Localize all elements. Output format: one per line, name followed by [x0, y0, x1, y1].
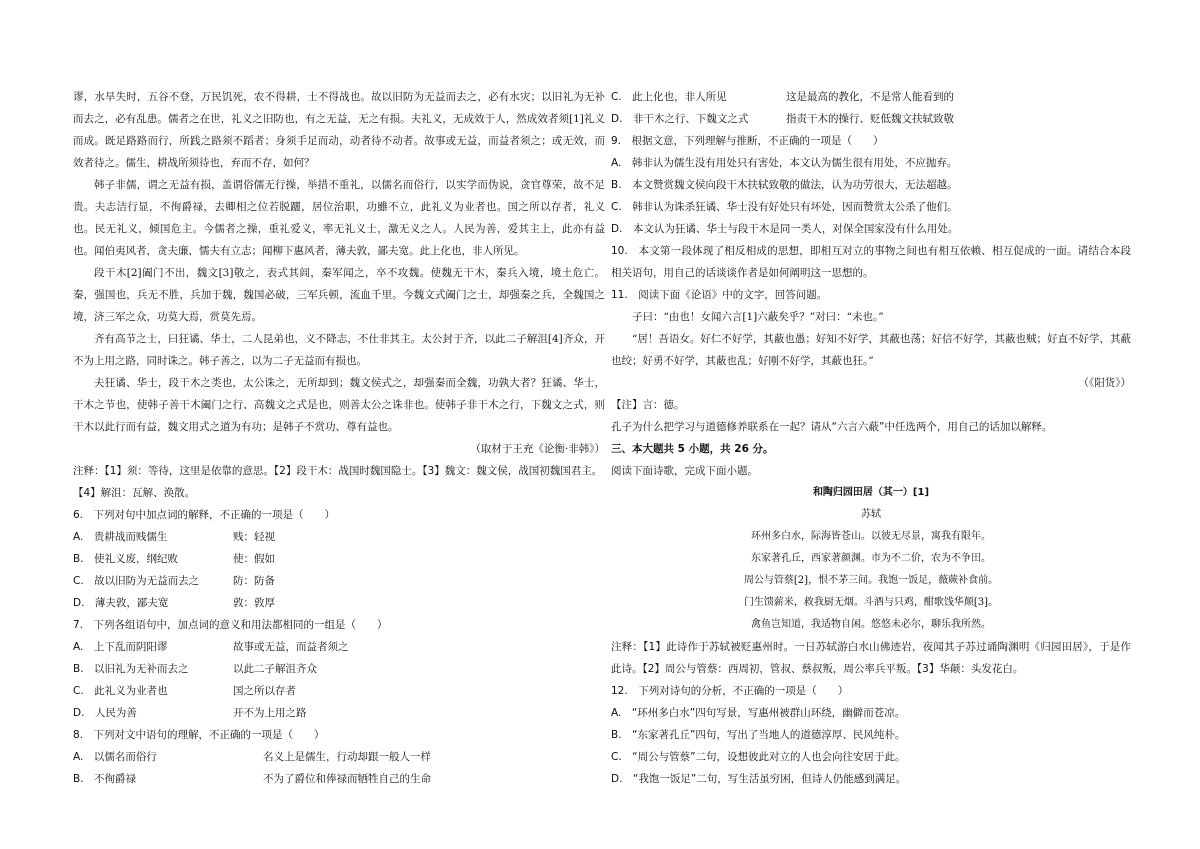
passage-paragraph-1: 谬，水旱失时，五谷不登，万民饥死，农不得耕，士不得战也。故以旧防为无益而去之，必有水灾；以旧礼为无补而去之，必有乱患。儒者之在世，礼义之旧防也，有之无益，无之有损。夫礼义，无成效于人，然成效者须[1]礼义而成。既足路路而行，所践之路须不蹈者；身须手足而动，动者待不动者。故事或无益，而益者须之；或无效，而效者待之。儒生，耕战所须待也，弃而不存，如何？: [73, 91, 605, 169]
analects-line-2: “居！吾语女。好仁不好学，其蔽也愚；好知不好学，其蔽也荡；好信不好学，其蔽也贼；好直不好学，其蔽也绞；好勇不好学，其蔽也乱；好刚不好学，其蔽也狂。”: [611, 333, 1131, 367]
section-3-heading: 三、本大题共 5 小题，共 26 分。: [611, 443, 774, 455]
poem-notes: 注释：【1】此诗作于苏轼被贬惠州时。一日苏轼游白水山佛迹岩，夜闻其子苏过诵陶渊明《归园田居》，于是作此诗。【2】周公与管蔡：西周初，管叔、蔡叔叛，周公率兵平叛。【3】华颠：头发花白。: [611, 641, 1131, 675]
question-8: 8. 下列对文中语句的理解，不正确的一项是（ ）: [73, 729, 325, 741]
q12-option-a: A. “环州多白水”四句写景，写惠州被群山环绕，幽僻而苍凉。: [611, 707, 906, 719]
q7-option-b: B. 以旧礼为无补而去之 以此二子解沮齐众: [73, 663, 317, 675]
passage-paragraph-2: 韩子非儒，谓之无益有损，盖谓俗儒无行操，举措不重礼，以儒名而俗行，以实学而伪说，贪官尊荣，故不足贵。夫志洁行显，不徇爵禄，去卿相之位若脱躧，居位治职，功雖不立，此礼义为业者也。国之所以存者，礼义也。民无礼义，倾国危主。今儒者之操，重礼爱义，率无礼义士，激无义之人。人民为善，爱其主上，此亦有益也。闻伯夷风者，贪夫廉，懦夫有立志；闻柳下惠风者，薄夫敦，鄙夫宽。此上化也，非人所见。: [73, 179, 605, 257]
q6-option-c: C. 故以旧防为无益而去之 防：防备: [73, 575, 275, 587]
poem-line-5: 禽鱼岂知道，我适物自闲。悠悠未必尔，聊乐我所然。: [751, 619, 991, 630]
q9-option-c: C. 韩非认为诛杀狂谲、华士没有好处只有坏处，因而赞赏太公杀了他们。: [611, 201, 958, 213]
q7-option-d: D. 人民为善 开不为上用之路: [73, 707, 307, 719]
question-10: 10. 本文第一段体现了相反相成的思想，即相互对立的事物之间也有相互依赖、相互促成的一面。请结合本段相关语句，用自己的话谈谈作者是如何阐明这一思想的。: [611, 245, 1131, 279]
question-11: 11. 阅读下面《论语》中的文字，回答问题。: [611, 289, 828, 301]
poem-intro: 阅读下面诗歌，完成下面小题。: [611, 465, 758, 477]
question-6: 6. 下列对句中加点词的解释，不正确的一项是（ ）: [73, 509, 336, 521]
q7-option-c: C. 此礼义为业者也 国之所以存者: [73, 685, 296, 697]
passage-paragraph-3: 段干木[2]阖门不出，魏文[3]敬之，表式其闾，秦军闻之，卒不攻魏。使魏无干木，秦兵入境，境土危亡。秦，强国也，兵无不胜，兵加于魏，魏国必破，三军兵顿，流血千里。今魏文式阖门之士，却强秦之兵，全魏国之境，济三军之众，功莫大焉，赏莫先焉。: [73, 267, 605, 323]
q6-option-d: D. 薄夫敦，鄙夫宽 敦：敦厚: [73, 597, 275, 609]
question-7: 7. 下列各组语句中，加点词的意义和用法都相同的一组是（ ）: [73, 619, 388, 631]
q8-option-c: C. 此上化也，非人所见 这是最高的教化，不是常人能看到的: [611, 91, 954, 103]
poem-author: 苏轼: [861, 509, 881, 520]
q6-option-b: B. 使礼义废，纲纪败 使：假如: [73, 553, 275, 565]
question-9: 9. 根据文意，下列理解与推断，不正确的一项是（ ）: [611, 135, 884, 147]
q6-option-a: A. 贵耕战而贱儒生 贱：轻视: [73, 531, 275, 543]
poem-line-2: 东家著孔丘，西家著颜渊。市为不二价，农为不争田。: [751, 553, 991, 564]
question-11-prompt: 孔子为什么把学习与道德修养联系在一起？请从“六言六蔽”中任选两个，用自己的话加以解释。: [611, 421, 1053, 433]
q9-option-d: D. 本文认为狂谲、华士与段干木是同一类人，对保全国家没有什么用处。: [611, 223, 959, 235]
left-column: [73, 86, 605, 790]
passage-paragraph-4: 齐有高节之士，曰狂谲、华士，二人昆弟也，义不降志，不仕非其主。太公封于齐，以此二子解沮[4]齐众，开不为上用之路，同时诛之。韩子善之，以为二子无益而有损也。: [73, 333, 605, 367]
q8-option-b: B. 不徇爵禄 不为了爵位和俸禄而牺牲自己的生命: [73, 773, 431, 785]
passage-notes-cont: 【4】解沮：瓦解、涣散。: [73, 487, 196, 499]
passage-notes: 注释：【1】须：等待，这里是依靠的意思。【2】段干木：战国时魏国隐士。【3】魏文：魏文侯，战国初魏国君主。: [73, 465, 603, 477]
passage-source: （取材于王充《论衡·非韩》）: [470, 443, 605, 455]
q7-option-a: A. 上下乱而阴阳谬 故事或无益，而益者须之: [73, 641, 349, 653]
analects-source: （《阳货》）: [1078, 377, 1131, 389]
right-column: [611, 86, 1131, 790]
poem-title: 和陶归园田居（其一）[1]: [812, 487, 930, 498]
analects-note: 【注】言：德。: [611, 399, 685, 411]
q9-option-b: B. 本文赞赏魏文侯向段干木扶轼致敬的做法，认为功劳很大，无法超越。: [611, 179, 958, 191]
q12-option-b: B. “东家著孔丘”四句，写出了当地人的道德淳厚、民风纯朴。: [611, 729, 906, 741]
q9-option-a: A. 韩非认为儒生没有用处只有害处，本文认为儒生很有用处，不应抛弃。: [611, 157, 958, 169]
q12-option-c: C. “周公与管蔡”二句，设想彼此对立的人也会向往安居于此。: [611, 751, 906, 763]
question-12: 12. 下列对诗句的分析，不正确的一项是（ ）: [611, 685, 849, 697]
q8-option-a: A. 以儒名而俗行 名义上是儒生，行动却跟一般人一样: [73, 751, 431, 763]
analects-line-1: 子曰：“由也！女闻六言[1]六蔽矣乎？”对曰：“未也。”: [632, 311, 884, 323]
poem-line-1: 环州多白水，际海皆苍山。以彼无尽景，寓我有限年。: [751, 531, 991, 542]
q12-option-d: D. “我饱一饭足”二句，写生活虽穷困，但诗人仍能感到满足。: [611, 773, 907, 785]
poem-line-4: 门生馈薪米，救我厨无烟。斗酒与只鸡，酣歌饯华颠[3]。: [743, 597, 999, 608]
poem-line-3: 周公与管蔡[2]，恨不茅三间。我饱一饭足，薇蕨补食前。: [743, 575, 999, 586]
passage-paragraph-5: 夫狂谲、华士，段干木之类也，太公诛之，无所却到；魏文侯式之，却强秦而全魏，功孰大者？狂谲、华士，干木之节也，使韩子善干木阖门之行、高魏文之式是也，则善太公之诛非也。使韩子非干木之行，下魏文之式，则干木以此行而有益，魏文用式之道为有功；是韩子不赏功、尊有益也。: [73, 377, 605, 433]
q8-option-d: D. 非干木之行、下魏文之式 指责干木的操行、贬低魏文扶轼致敬: [611, 113, 954, 125]
